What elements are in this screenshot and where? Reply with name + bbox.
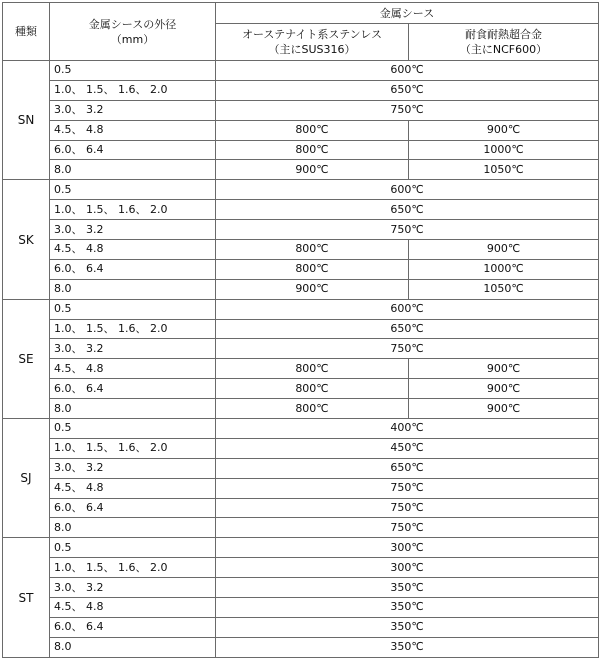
table-body [3,61,599,658]
diameter-cell: 4.5、 4.8 [50,240,216,260]
temperature-limit-table [2,2,599,658]
header-nickel [409,24,599,61]
diameter-cell: 6.0、 6.4 [50,617,216,637]
diameter-cell: 8.0 [50,279,216,299]
nickel-alloy-temperature-cell: 900℃ [409,120,599,140]
austenitic-temperature-cell: 900℃ [216,160,409,180]
type-cell: SJ [3,419,50,538]
table-row [3,399,599,419]
table-row [3,160,599,180]
temperature-cell: 400℃ [216,419,599,439]
diameter-cell: 0.5 [50,61,216,81]
diameter-cell: 3.0、 3.2 [50,339,216,359]
type-cell: SK [3,180,50,299]
austenitic-temperature-cell: 800℃ [216,379,409,399]
austenitic-temperature-cell: 800℃ [216,140,409,160]
table-row [3,578,599,598]
temperature-cell: 300℃ [216,558,599,578]
nickel-alloy-temperature-cell: 900℃ [409,359,599,379]
table-row [3,80,599,100]
austenitic-temperature-cell: 800℃ [216,259,409,279]
header-diameter [50,3,216,61]
table-row [3,259,599,279]
temperature-cell: 350℃ [216,598,599,618]
table-row [3,558,599,578]
austenitic-temperature-cell: 800℃ [216,120,409,140]
diameter-cell: 4.5、 4.8 [50,598,216,618]
temperature-cell: 350℃ [216,617,599,637]
nickel-alloy-temperature-cell: 900℃ [409,399,599,419]
table-row [3,637,599,657]
table-row [3,100,599,120]
table-row [3,61,599,81]
header-sheath: 金属シース [216,3,599,24]
temperature-cell: 650℃ [216,200,599,220]
diameter-cell: 1.0、 1.5、 1.6、 2.0 [50,200,216,220]
diameter-cell: 1.0、 1.5、 1.6、 2.0 [50,319,216,339]
diameter-cell: 8.0 [50,399,216,419]
nickel-alloy-temperature-cell: 1050℃ [409,160,599,180]
temperature-cell: 750℃ [216,518,599,538]
diameter-cell: 6.0、 6.4 [50,498,216,518]
temperature-cell: 650℃ [216,458,599,478]
austenitic-temperature-cell: 900℃ [216,279,409,299]
table-row [3,220,599,240]
temperature-cell: 750℃ [216,478,599,498]
austenitic-temperature-cell: 800℃ [216,359,409,379]
diameter-cell: 0.5 [50,538,216,558]
diameter-cell: 4.5、 4.8 [50,120,216,140]
temperature-cell: 750℃ [216,339,599,359]
table-row [3,120,599,140]
diameter-cell: 1.0、 1.5、 1.6、 2.0 [50,80,216,100]
diameter-cell: 3.0、 3.2 [50,100,216,120]
temperature-cell: 750℃ [216,220,599,240]
header-nickel-sub: （主にNCF600） [459,43,548,56]
diameter-cell: 8.0 [50,637,216,657]
table-row [3,240,599,260]
nickel-alloy-temperature-cell: 1000℃ [409,140,599,160]
table-row [3,617,599,637]
temperature-cell: 350℃ [216,578,599,598]
diameter-cell: 0.5 [50,419,216,439]
diameter-cell: 0.5 [50,180,216,200]
table-row [3,498,599,518]
diameter-cell: 1.0、 1.5、 1.6、 2.0 [50,438,216,458]
table-row [3,419,599,439]
diameter-cell: 4.5、 4.8 [50,478,216,498]
header-austenitic-label: オーステナイト系ステンレス [241,28,383,41]
temperature-cell: 450℃ [216,438,599,458]
table-row [3,478,599,498]
table-row [3,299,599,319]
nickel-alloy-temperature-cell: 1050℃ [409,279,599,299]
diameter-cell: 3.0、 3.2 [50,220,216,240]
temperature-cell: 600℃ [216,299,599,319]
table-row [3,140,599,160]
temperature-cell: 750℃ [216,498,599,518]
header-diameter-label: 金属シースの外径 [88,17,177,31]
diameter-cell: 3.0、 3.2 [50,458,216,478]
diameter-cell: 1.0、 1.5、 1.6、 2.0 [50,558,216,578]
table-row [3,180,599,200]
header-nickel-label: 耐食耐熱超合金 [465,28,542,41]
table-row [3,379,599,399]
temperature-cell: 600℃ [216,180,599,200]
diameter-cell: 0.5 [50,299,216,319]
nickel-alloy-temperature-cell: 900℃ [409,379,599,399]
diameter-cell: 6.0、 6.4 [50,140,216,160]
table-header [3,3,599,61]
temperature-cell: 600℃ [216,61,599,81]
austenitic-temperature-cell: 800℃ [216,240,409,260]
table-row [3,279,599,299]
table-row [3,518,599,538]
table-row [3,319,599,339]
header-austenitic [216,24,409,61]
temperature-cell: 750℃ [216,100,599,120]
table-row [3,200,599,220]
diameter-cell: 8.0 [50,518,216,538]
temperature-cell: 650℃ [216,80,599,100]
table-row [3,458,599,478]
table-container [2,2,599,658]
type-cell: SN [3,61,50,180]
table-row [3,538,599,558]
table-row [3,339,599,359]
diameter-cell: 3.0、 3.2 [50,578,216,598]
table-row [3,359,599,379]
temperature-cell: 650℃ [216,319,599,339]
diameter-cell: 8.0 [50,160,216,180]
header-austenitic-sub: （主にSUS316） [268,43,356,56]
nickel-alloy-temperature-cell: 1000℃ [409,259,599,279]
temperature-cell: 350℃ [216,637,599,657]
table-row [3,438,599,458]
header-diameter-unit: （mm） [110,32,155,46]
diameter-cell: 6.0、 6.4 [50,379,216,399]
type-cell: ST [3,538,50,657]
nickel-alloy-temperature-cell: 900℃ [409,240,599,260]
temperature-cell: 300℃ [216,538,599,558]
diameter-cell: 4.5、 4.8 [50,359,216,379]
table-row [3,598,599,618]
type-cell: SE [3,299,50,418]
header-type: 種類 [3,3,50,61]
austenitic-temperature-cell: 800℃ [216,399,409,419]
diameter-cell: 6.0、 6.4 [50,259,216,279]
